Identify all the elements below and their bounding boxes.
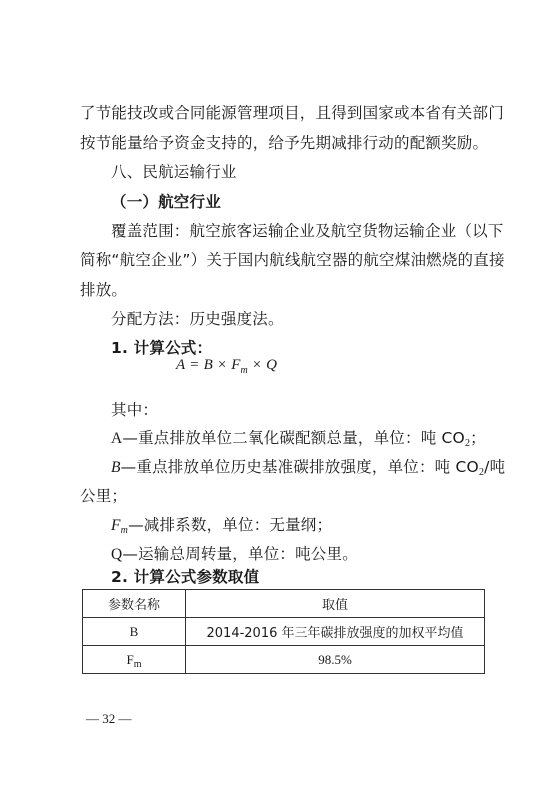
header-cell-name: 参数名称 [83, 590, 186, 618]
formula-b: B [203, 357, 213, 373]
subsection-heading: （一）航空行业 [111, 193, 221, 211]
definition-b [111, 457, 505, 478]
param-value-cell: 2014-2016 年三年碳排放强度的加权平均值 [186, 618, 485, 646]
symbol-f-subscript: m [120, 525, 129, 536]
page-number: — 32 — [86, 711, 132, 726]
formula-times: × [217, 357, 227, 373]
formula-heading: 1. 计算公式： [111, 339, 213, 357]
definition-f [111, 515, 332, 536]
table-row [83, 618, 485, 646]
formula-q: Q [266, 357, 277, 373]
param-name-cell [83, 618, 186, 646]
symbol-a: A [111, 430, 123, 447]
formula-f: F [231, 357, 241, 373]
definition-a [111, 428, 486, 449]
scope-line: 覆盖范围：航空旅客运输企业及航空货物运输企业（以下 [111, 222, 504, 240]
formula [176, 357, 277, 376]
params-heading: 2. 计算公式参数取值 [111, 568, 260, 586]
formula-equals: = [190, 357, 199, 373]
symbol-f: F [111, 517, 121, 534]
where-line: 其中： [111, 401, 159, 419]
param-name-cell [83, 646, 186, 674]
scope-line: 排放。 [80, 281, 128, 299]
formula-a: A [176, 357, 186, 373]
formula-f-subscript: m [240, 365, 248, 376]
paragraph-line: 按节能量给予资金支持的，给予先期减排行动的配额奖励。 [80, 134, 489, 152]
header-cell-value: 取值 [186, 590, 485, 618]
definition-q [111, 544, 358, 565]
param-name-subscript: m [133, 658, 142, 670]
symbol-q: Q [111, 546, 123, 563]
param-name: F [126, 651, 134, 667]
definition-b-end: /吨 [484, 458, 506, 476]
definition-q-text: —运输总周转量，单位：吨公里。 [122, 545, 358, 563]
definition-b-continued: 公里； [80, 487, 128, 505]
definition-a-end: ； [470, 429, 486, 447]
co2-subscript: 2 [464, 438, 471, 449]
co2-subscript: 2 [478, 467, 485, 478]
method-line: 分配方法：历史强度法。 [111, 310, 284, 328]
definition-a-text: —重点排放单位二氧化碳配额总量，单位：吨 CO [122, 429, 465, 447]
symbol-b: B [111, 459, 121, 476]
definition-b-text: —重点排放单位历史基准碳排放强度，单位：吨 CO [120, 458, 479, 476]
param-value-cell: 98.5% [186, 646, 485, 674]
parameter-table [82, 589, 485, 674]
formula-times: × [252, 357, 262, 373]
table-row [83, 646, 485, 674]
definition-f-text: —减排系数，单位：无量纲； [128, 516, 333, 534]
param-name: B [129, 623, 139, 639]
section-heading: 八、民航运输行业 [111, 163, 237, 181]
paragraph-line: 了节能技改或合同能源管理项目，且得到国家或本省有关部门 [80, 104, 504, 122]
scope-line: 简称“航空企业”）关于国内航线航空器的航空煤油燃烧的直接 [80, 251, 505, 269]
table-header-row [83, 590, 485, 618]
